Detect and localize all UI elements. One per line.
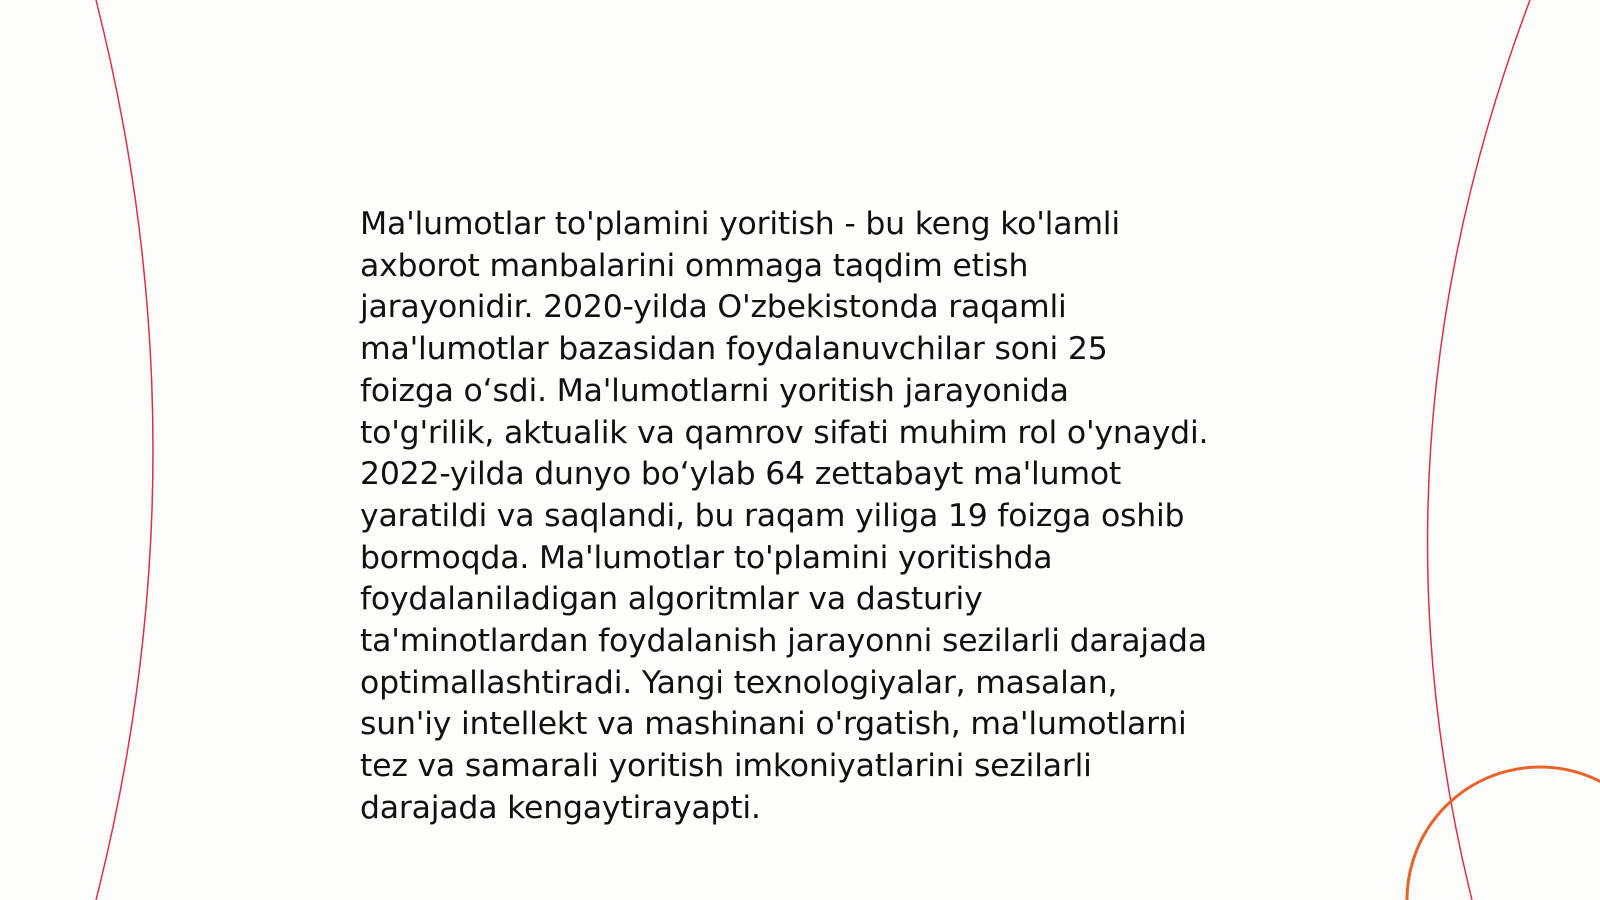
- body-line: sun'iy intellekt va mashinani o'rgatish, ma'lumotlarni: [360, 706, 1187, 743]
- body-line: jarayonidir. 2020-yilda O'zbekistonda raqamli: [360, 289, 1067, 326]
- body-line: to'g'rilik, aktualik va qamrov sifati muhim rol o'ynaydi.: [360, 414, 1209, 451]
- body-line: yaratildi va saqlandi, bu raqam yiliga 19 foizga oshib: [360, 497, 1185, 534]
- left-arc-line: [96, 0, 153, 900]
- body-line: tez va samarali yoritish imkoniyatlarini sezilarli: [360, 748, 1092, 785]
- body-line: axborot manbalarini ommaga taqdim etish: [360, 247, 1029, 284]
- body-line: foizga o‘sdi. Ma'lumotlarni yoritish jarayonida: [360, 372, 1069, 409]
- body-line: ma'lumotlar bazasidan foydalanuvchilar soni 25: [360, 331, 1108, 368]
- body-paragraph: [360, 204, 1260, 830]
- body-line: bormoqda. Ma'lumotlar to'plamini yoritishda: [360, 539, 1053, 576]
- body-line: darajada kengaytirayapti.: [360, 789, 761, 826]
- body-line: ta'minotlardan foydalanish jarayonni sezilarli darajada: [360, 623, 1207, 660]
- corner-orange-ring: [1407, 767, 1600, 900]
- body-line: foydalaniladigan algoritmlar va dasturiy: [360, 581, 983, 618]
- right-arc-line: [1428, 0, 1530, 900]
- body-line: 2022-yilda dunyo bo‘ylab 64 zettabayt ma'lumot: [360, 456, 1122, 493]
- body-line: optimallashtiradi. Yangi texnologiyalar, masalan,: [360, 664, 1118, 701]
- body-line: Ma'lumotlar to'plamini yoritish - bu keng ko'lamli: [360, 206, 1120, 242]
